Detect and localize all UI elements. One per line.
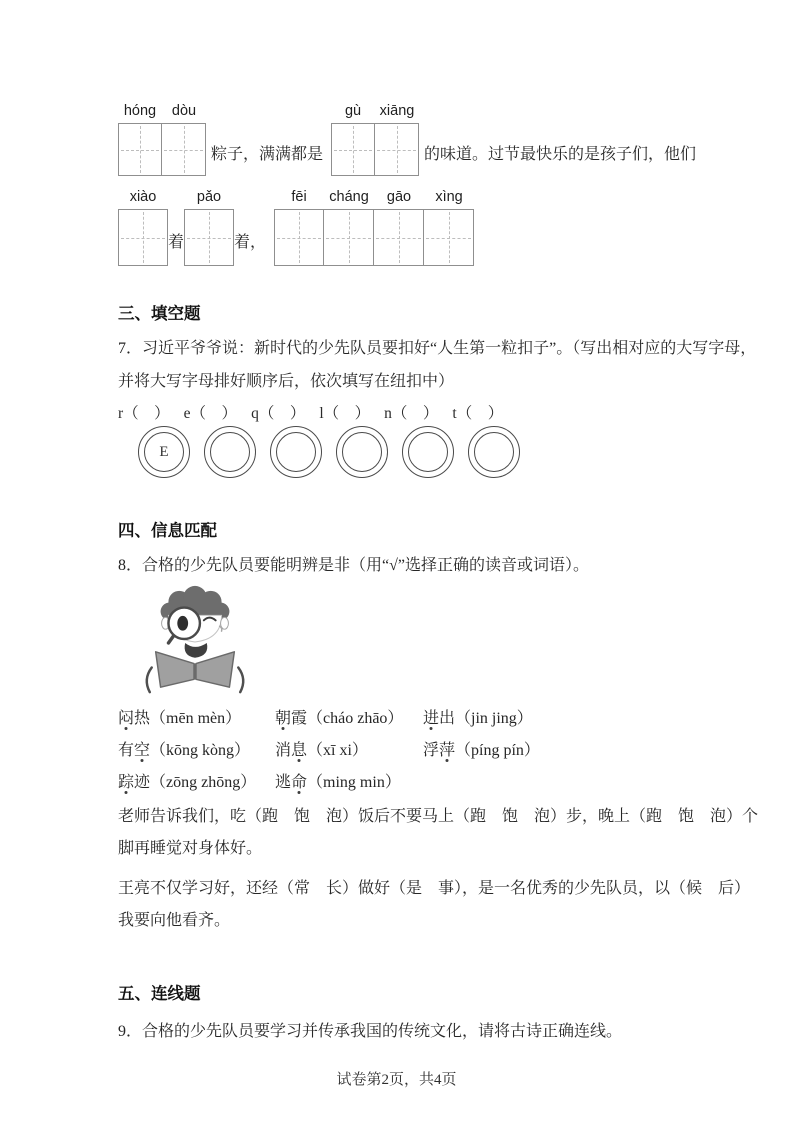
pinyin-labels <box>118 189 168 209</box>
writing-cell[interactable] <box>324 209 374 266</box>
writing-cell[interactable] <box>424 209 474 266</box>
writing-grid <box>184 209 234 266</box>
word-dotted-char: 踪 <box>118 774 135 791</box>
word-choice-fuping[interactable] <box>423 735 703 767</box>
boy-arm-left <box>147 668 152 693</box>
word-choice-taoming[interactable] <box>275 767 423 799</box>
writing-exercise-row-1 <box>118 103 703 176</box>
choice-paragraph-1 <box>118 801 759 865</box>
word-choice-jinchu[interactable] <box>423 703 703 735</box>
word-dotted-char: 进 <box>423 710 440 727</box>
button-slot-4[interactable] <box>336 426 388 478</box>
pinyin-label: pǎo <box>196 189 222 205</box>
section-heading-line-match: 五、连线题 <box>118 984 201 1003</box>
word-rest: （xī xi） <box>307 742 368 759</box>
question-7 <box>118 332 757 398</box>
letter-slot-e[interactable]: e（ ） <box>183 405 238 422</box>
sentence-fragment: 着 <box>168 234 185 251</box>
question-7-line-2: 并将大写字母排好顺序后，依次填写在纽扣中） <box>118 373 455 390</box>
word-rest: 霞（cháo zhāo） <box>291 710 404 727</box>
pinyin-label: gāo <box>386 189 412 205</box>
button-circles-row <box>138 426 703 478</box>
pinyin-labels <box>331 103 419 123</box>
sentence-fragment: 着， <box>234 234 267 251</box>
letter-slot-n[interactable]: n（ ） <box>384 405 439 422</box>
choice-paragraph-2 <box>118 873 751 937</box>
word-rest: 热（mēn mèn） <box>134 710 242 727</box>
word-rest: （píng pín） <box>455 742 540 759</box>
button-inner-ring <box>276 432 316 472</box>
writing-grid <box>274 209 474 266</box>
word-pre: 浮 <box>423 742 440 759</box>
boy-reading-illustration <box>136 584 254 696</box>
writing-cell[interactable] <box>374 209 424 266</box>
word-dotted-char: 萍 <box>439 742 456 759</box>
pinyin-label: fēi <box>291 189 307 205</box>
pronunciation-choice-grid <box>118 703 703 799</box>
writing-grid <box>331 123 419 176</box>
writing-cell[interactable] <box>118 123 162 176</box>
word-dotted-char: 闷 <box>118 710 135 727</box>
letter-slots-row <box>118 400 703 424</box>
writing-cell[interactable] <box>118 209 168 266</box>
pinyin-label: hóng <box>123 103 157 119</box>
paragraph-1-line-1: 老师告诉我们，吃（跑 饱 泡）饭后不要马上（跑 饱 泡）步，晚上（跑 饱 泡）个 <box>118 808 759 825</box>
sentence-fragment: 的味道。过节最快乐的是孩子们，他们 <box>424 146 697 163</box>
word-dotted-char: 朝 <box>275 710 292 727</box>
pinyin-labels <box>184 189 234 209</box>
word-choice-zongji[interactable] <box>118 767 275 799</box>
letter-slot-q[interactable]: q（ ） <box>251 405 306 422</box>
pinyin-writing-group-feichanggaoxing <box>274 189 474 266</box>
boy-arm-right <box>238 668 243 693</box>
writing-cell[interactable] <box>274 209 324 266</box>
writing-grid <box>118 123 206 176</box>
section-heading-fill-blanks: 三、填空题 <box>118 304 201 323</box>
word-rest: 出（jin jing） <box>439 710 533 727</box>
word-rest: （kōng kòng） <box>150 742 251 759</box>
writing-exercise-row-2 <box>118 189 703 266</box>
question-7-line-1: 7．习近平爷爷说：新时代的少先队员要扣好“人生第一粒扣子”。（写出相对应的大写字母， <box>118 340 757 357</box>
word-choice-youkong[interactable] <box>118 735 275 767</box>
page-footer: 试卷第2页，共4页 <box>336 1072 457 1088</box>
pinyin-writing-group-guxiang <box>331 103 419 176</box>
word-rest: 迹（zōng zhōng） <box>134 774 257 791</box>
pinyin-label: xìng <box>435 189 463 205</box>
button-inner-ring <box>210 432 250 472</box>
button-slot-2[interactable] <box>204 426 256 478</box>
word-dotted-char: 空 <box>134 742 151 759</box>
button-inner-ring <box>144 432 184 472</box>
pinyin-writing-group-xiao <box>118 189 168 266</box>
paragraph-2-line-2: 我要向他看齐。 <box>118 912 231 929</box>
pinyin-labels <box>118 103 206 123</box>
pinyin-label: gù <box>344 103 362 119</box>
button-slot-1[interactable] <box>138 426 190 478</box>
word-pre: 消 <box>275 742 292 759</box>
letter-slot-t[interactable]: t（ ） <box>452 405 504 422</box>
button-inner-ring <box>342 432 382 472</box>
word-pre: 逃 <box>275 774 292 791</box>
pinyin-label: dòu <box>171 103 197 119</box>
pinyin-labels <box>274 189 474 209</box>
question-9-text: 9．合格的少先队员要学习并传承我国的传统文化，请将古诗正确连线。 <box>118 1023 623 1040</box>
writing-cell[interactable] <box>162 123 206 176</box>
writing-grid <box>118 209 168 266</box>
button-value: E <box>159 443 169 460</box>
button-slot-6[interactable] <box>468 426 520 478</box>
pinyin-writing-group-hongdou <box>118 103 206 176</box>
writing-cell[interactable] <box>375 123 419 176</box>
pinyin-writing-group-pao <box>184 189 234 266</box>
word-dotted-char: 息 <box>291 742 308 759</box>
letter-slot-r[interactable]: r（ ） <box>118 405 170 422</box>
pinyin-label: xiāng <box>379 103 415 119</box>
paragraph-1-line-2: 脚再睡觉对身体好。 <box>118 840 263 857</box>
paragraph-2-line-1: 王亮不仅学习好，还经（常 长）做好（是 事），是一名优秀的少先队员，以（候 后） <box>118 880 751 897</box>
writing-cell[interactable] <box>331 123 375 176</box>
writing-cell[interactable] <box>184 209 234 266</box>
word-choice-zhaoxia[interactable] <box>275 703 423 735</box>
word-dotted-char: 命 <box>291 774 308 791</box>
pinyin-label: cháng <box>329 189 369 205</box>
button-slot-5[interactable] <box>402 426 454 478</box>
pinyin-label: xiào <box>129 189 157 205</box>
button-inner-ring <box>474 432 514 472</box>
boy-cheek-mark <box>220 626 222 631</box>
word-pre: 有 <box>118 742 135 759</box>
sentence-fragment: 粽子，满满都是 <box>211 146 324 163</box>
button-slot-3[interactable] <box>270 426 322 478</box>
word-rest: （ming min） <box>307 774 401 791</box>
question-8-text: 8．合格的少先队员要能明辨是非（用“√”选择正确的读音或词语）。 <box>118 557 589 574</box>
boy-open-mouth <box>185 643 208 658</box>
word-choice-xiaoxi[interactable] <box>275 735 423 767</box>
word-choice-menre[interactable] <box>118 703 275 735</box>
letter-slot-l[interactable]: l（ ） <box>319 405 371 422</box>
button-inner-ring <box>408 432 448 472</box>
section-heading-info-match: 四、信息匹配 <box>118 521 217 540</box>
